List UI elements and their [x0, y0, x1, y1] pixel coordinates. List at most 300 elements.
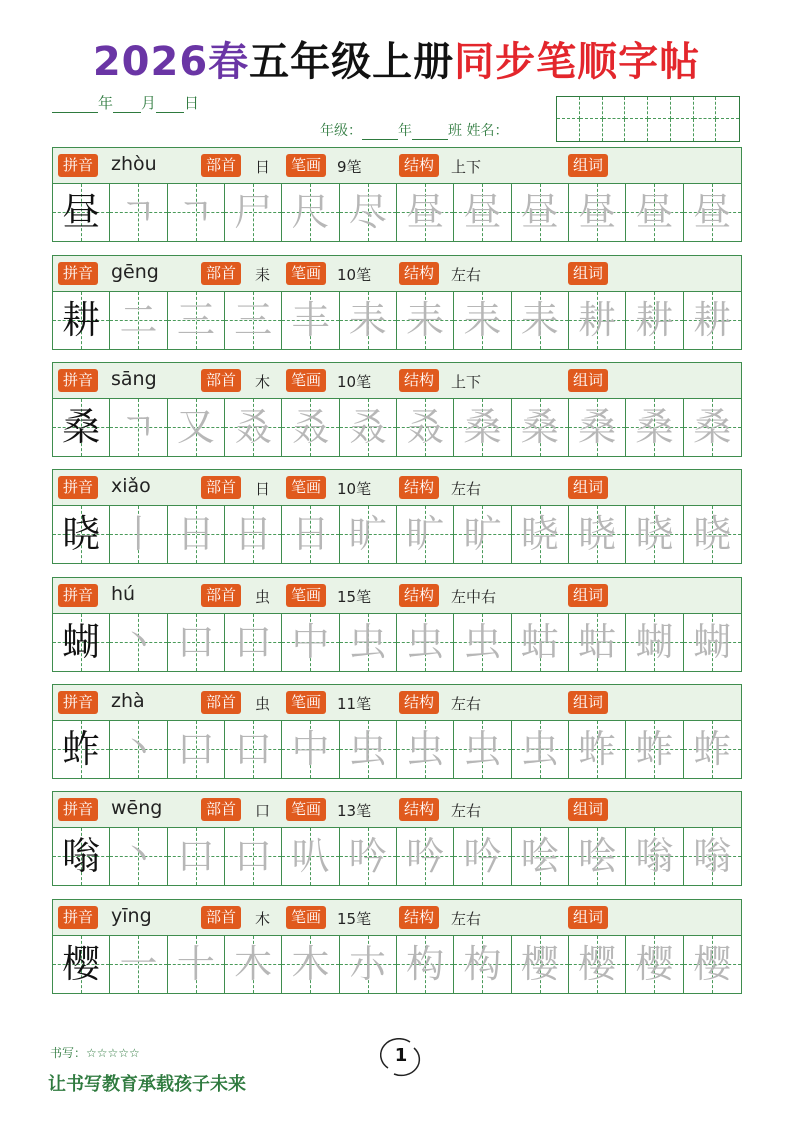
trace-cell[interactable]	[512, 506, 569, 563]
trace-character: 嗡	[635, 834, 674, 878]
trace-character: 旷	[463, 512, 502, 556]
trace-character: 嗡	[693, 834, 732, 878]
rating-label: 书写：	[50, 1046, 87, 1060]
structure-tag: 结构	[399, 798, 439, 821]
structure-tag: 结构	[399, 584, 439, 607]
trace-cell[interactable]	[282, 184, 339, 241]
trace-character: 吟	[406, 834, 445, 878]
trace-cell[interactable]	[340, 184, 397, 241]
trace-cell[interactable]	[397, 614, 454, 671]
radical-tag: 部首	[201, 154, 241, 177]
character-block	[52, 362, 742, 460]
info-header	[52, 362, 742, 399]
trace-cell[interactable]	[340, 828, 397, 885]
rating-line	[50, 1044, 140, 1061]
page-number: 1	[380, 1038, 422, 1078]
trace-character: 桑	[463, 405, 502, 449]
trace-cell[interactable]	[110, 614, 167, 671]
structure-tag: 结构	[399, 154, 439, 177]
model-character: 蝴	[62, 620, 101, 664]
structure-tag: 结构	[399, 476, 439, 499]
trace-cell[interactable]	[569, 828, 626, 885]
trace-character: 中	[291, 620, 330, 664]
trace-cell[interactable]	[684, 184, 741, 241]
year-blank[interactable]	[52, 98, 98, 113]
month-blank[interactable]	[113, 98, 141, 113]
strokes-tag: 笔画	[286, 906, 326, 929]
model-character: 樱	[62, 942, 101, 986]
class-label: 班	[448, 123, 462, 139]
trace-cell[interactable]	[684, 721, 741, 778]
trace-character: 口	[176, 834, 215, 878]
structure-tag: 结构	[399, 691, 439, 714]
trace-cell[interactable]	[397, 292, 454, 349]
trace-cell[interactable]	[168, 399, 225, 456]
trace-character: 丶	[119, 620, 158, 664]
info-header	[52, 255, 742, 292]
trace-cell[interactable]	[168, 184, 225, 241]
trace-cell[interactable]	[110, 292, 167, 349]
trace-cell[interactable]	[569, 399, 626, 456]
trace-character: 晓	[635, 512, 674, 556]
trace-character: ㄱ	[120, 405, 157, 449]
trace-cell[interactable]	[225, 721, 282, 778]
trace-cell[interactable]	[569, 721, 626, 778]
strokes-tag: 笔画	[286, 154, 326, 177]
trace-cell[interactable]	[225, 828, 282, 885]
trace-character: 桑	[693, 405, 732, 449]
pinyin-value: wēng	[111, 797, 163, 819]
day-blank[interactable]	[156, 98, 184, 113]
strokes-value: 10笔	[337, 266, 372, 284]
trace-character: 叒	[406, 405, 445, 449]
trace-character: 昼	[635, 190, 674, 234]
trace-cell[interactable]	[569, 506, 626, 563]
practice-grid	[52, 614, 742, 672]
radical-tag: 部首	[201, 369, 241, 392]
radical-value: 虫	[255, 695, 271, 713]
trace-character: 丰	[291, 298, 330, 342]
strokes-value: 13笔	[337, 802, 372, 820]
trace-character: 樱	[520, 942, 559, 986]
pinyin-value: zhà	[111, 690, 145, 712]
trace-character: 口	[176, 620, 215, 664]
practice-grid	[52, 936, 742, 994]
trace-character: 叒	[291, 405, 330, 449]
radical-value: 口	[255, 802, 271, 820]
model-cell	[53, 828, 110, 885]
trace-cell[interactable]	[512, 936, 569, 993]
trace-character: 晓	[520, 512, 559, 556]
pinyin-value: hú	[111, 583, 136, 605]
structure-value: 上下	[451, 373, 482, 391]
model-cell	[53, 506, 110, 563]
trace-character: 晓	[578, 512, 617, 556]
trace-character: 哙	[520, 834, 559, 878]
trace-character: 三	[176, 298, 215, 342]
trace-cell[interactable]	[512, 614, 569, 671]
info-header	[52, 899, 742, 936]
rating-stars[interactable]: ☆☆☆☆☆	[86, 1046, 140, 1060]
trace-cell[interactable]	[168, 828, 225, 885]
trace-cell[interactable]	[454, 828, 511, 885]
structure-value: 左右	[451, 266, 482, 284]
trace-character: ㄱ	[177, 190, 215, 234]
words-tag: 组词	[568, 476, 608, 499]
trace-cell[interactable]	[340, 399, 397, 456]
trace-cell[interactable]	[397, 828, 454, 885]
trace-character: 日	[176, 512, 215, 556]
trace-character: 二	[119, 298, 158, 342]
trace-character: 十	[176, 942, 215, 986]
info-header	[52, 791, 742, 828]
trace-cell[interactable]	[569, 936, 626, 993]
date-line	[52, 92, 199, 113]
radical-tag: 部首	[201, 584, 241, 607]
pinyin-value: gēng	[111, 261, 159, 283]
trace-cell[interactable]	[110, 399, 167, 456]
trace-cell[interactable]	[626, 399, 683, 456]
trace-cell[interactable]	[340, 292, 397, 349]
date-day-label: 日	[184, 94, 200, 112]
trace-character: 蚱	[578, 727, 617, 771]
pinyin-value: yīng	[111, 905, 152, 927]
practice-grid	[52, 506, 742, 564]
trace-character: 蚱	[635, 727, 674, 771]
trace-cell[interactable]	[282, 936, 339, 993]
trace-character: 木	[234, 942, 273, 986]
trace-cell[interactable]	[397, 721, 454, 778]
trace-cell[interactable]	[282, 292, 339, 349]
model-cell	[53, 936, 110, 993]
trace-character: 耕	[635, 298, 674, 342]
info-header	[52, 577, 742, 614]
trace-cell[interactable]	[282, 399, 339, 456]
trace-cell[interactable]	[282, 506, 339, 563]
practice-grid	[52, 828, 742, 886]
model-cell	[53, 399, 110, 456]
trace-character: 哙	[578, 834, 617, 878]
trace-cell[interactable]	[626, 614, 683, 671]
trace-character: 丶	[119, 834, 158, 878]
pinyin-tag: 拼音	[58, 262, 98, 285]
trace-character: 昼	[520, 190, 559, 234]
practice-grid	[52, 399, 742, 457]
trace-character: 一	[119, 942, 158, 986]
trace-character: 虫	[463, 727, 502, 771]
strokes-value: 10笔	[337, 373, 372, 391]
trace-character: 虫	[348, 620, 387, 664]
trace-cell[interactable]	[225, 184, 282, 241]
trace-cell[interactable]	[168, 292, 225, 349]
trace-cell[interactable]	[225, 399, 282, 456]
trace-cell[interactable]	[168, 936, 225, 993]
trace-character: 口	[234, 620, 273, 664]
trace-character: 口	[176, 727, 215, 771]
trace-cell[interactable]	[225, 506, 282, 563]
structure-value: 左右	[451, 695, 482, 713]
structure-tag: 结构	[399, 369, 439, 392]
character-block	[52, 684, 742, 782]
trace-character: 桑	[520, 405, 559, 449]
trace-cell[interactable]	[110, 184, 167, 241]
trace-character: 昼	[463, 190, 502, 234]
character-block	[52, 899, 742, 997]
trace-character: 尸	[234, 190, 273, 234]
trace-character: 耒	[463, 298, 502, 342]
model-character: 蚱	[62, 727, 101, 771]
pinyin-tag: 拼音	[58, 369, 98, 392]
words-tag: 组词	[568, 369, 608, 392]
trace-character: 桑	[578, 405, 617, 449]
trace-cell[interactable]	[626, 506, 683, 563]
radical-value: 耒	[255, 266, 271, 284]
trace-cell[interactable]	[684, 292, 741, 349]
pinyin-tag: 拼音	[58, 906, 98, 929]
info-header	[52, 469, 742, 506]
trace-cell[interactable]	[340, 506, 397, 563]
class-line	[320, 120, 508, 140]
trace-cell[interactable]	[512, 292, 569, 349]
trace-cell[interactable]	[684, 399, 741, 456]
trace-character: 樱	[693, 942, 732, 986]
pinyin-tag: 拼音	[58, 798, 98, 821]
trace-character: 蛄	[520, 620, 559, 664]
trace-character: 昼	[406, 190, 445, 234]
strokes-tag: 笔画	[286, 691, 326, 714]
pinyin-tag: 拼音	[58, 154, 98, 177]
strokes-value: 15笔	[337, 588, 372, 606]
trace-cell[interactable]	[397, 184, 454, 241]
trace-cell[interactable]	[626, 184, 683, 241]
trace-cell[interactable]	[569, 292, 626, 349]
trace-character: 又	[176, 405, 215, 449]
model-character: 耕	[62, 298, 101, 342]
trace-cell[interactable]	[110, 721, 167, 778]
radical-value: 虫	[255, 588, 271, 606]
trace-cell[interactable]	[110, 506, 167, 563]
structure-value: 左右	[451, 802, 482, 820]
structure-value: 左右	[451, 910, 482, 928]
title-subject: 同步笔顺字帖	[454, 39, 701, 85]
trace-cell[interactable]	[282, 614, 339, 671]
trace-cell[interactable]	[512, 184, 569, 241]
trace-character: 尽	[348, 190, 387, 234]
trace-cell[interactable]	[110, 828, 167, 885]
model-character: 昼	[62, 190, 101, 234]
model-character: 嗡	[62, 834, 101, 878]
trace-cell[interactable]	[397, 936, 454, 993]
trace-cell[interactable]	[340, 721, 397, 778]
character-block	[52, 791, 742, 889]
trace-character: 叭	[291, 834, 330, 878]
trace-character: 耕	[693, 298, 732, 342]
words-tag: 组词	[568, 906, 608, 929]
trace-cell[interactable]	[512, 399, 569, 456]
trace-cell[interactable]	[225, 614, 282, 671]
class-blank[interactable]	[412, 126, 448, 140]
name-label: 姓名：	[466, 123, 509, 139]
trace-character: 昼	[693, 190, 732, 234]
trace-cell[interactable]	[626, 292, 683, 349]
trace-character: 虫	[463, 620, 502, 664]
strokes-value: 15笔	[337, 910, 372, 928]
radical-tag: 部首	[201, 262, 241, 285]
page-title	[0, 30, 793, 87]
model-cell	[53, 184, 110, 241]
title-grade: 五年级上册	[249, 39, 455, 85]
trace-character: 虫	[406, 727, 445, 771]
info-header	[52, 684, 742, 721]
model-cell	[53, 292, 110, 349]
strokes-value: 11笔	[337, 695, 372, 713]
radical-tag: 部首	[201, 906, 241, 929]
trace-cell[interactable]	[340, 936, 397, 993]
trace-cell[interactable]	[225, 292, 282, 349]
trace-character: 蚱	[693, 727, 732, 771]
trace-character: 丶	[119, 727, 158, 771]
pinyin-tag: 拼音	[58, 584, 98, 607]
trace-character: 桑	[635, 405, 674, 449]
trace-cell[interactable]	[569, 614, 626, 671]
trace-character: 耒	[406, 298, 445, 342]
trace-character: 三	[234, 298, 273, 342]
title-year: 2026春	[92, 39, 250, 85]
pinyin-value: xiǎo	[111, 475, 151, 497]
radical-tag: 部首	[201, 691, 241, 714]
trace-character: 虫	[520, 727, 559, 771]
trace-character: 吟	[348, 834, 387, 878]
trace-character: ㄱ	[120, 190, 157, 234]
strokes-tag: 笔画	[286, 262, 326, 285]
trace-character: 耒	[348, 298, 387, 342]
practice-grid	[52, 292, 742, 350]
trace-character: 樱	[578, 942, 617, 986]
radical-value: 木	[255, 910, 271, 928]
trace-cell[interactable]	[569, 184, 626, 241]
practice-grid	[52, 721, 742, 779]
radical-value: 木	[255, 373, 271, 391]
trace-character: 旷	[406, 512, 445, 556]
words-tag: 组词	[568, 691, 608, 714]
pinyin-value: sāng	[111, 368, 157, 390]
trace-character: 蝴	[693, 620, 732, 664]
trace-character: 木	[291, 942, 330, 986]
trace-cell[interactable]	[626, 936, 683, 993]
trace-character: 蝴	[635, 620, 674, 664]
trace-cell[interactable]	[397, 399, 454, 456]
trace-cell[interactable]	[626, 721, 683, 778]
trace-cell[interactable]	[454, 184, 511, 241]
trace-character: 丨	[119, 512, 158, 556]
trace-cell[interactable]	[454, 721, 511, 778]
trace-cell[interactable]	[282, 828, 339, 885]
trace-cell[interactable]	[454, 292, 511, 349]
strokes-tag: 笔画	[286, 584, 326, 607]
info-header	[52, 147, 742, 184]
trace-character: 晓	[693, 512, 732, 556]
trace-cell[interactable]	[684, 614, 741, 671]
grade-year-label: 年	[398, 123, 412, 139]
strokes-tag: 笔画	[286, 476, 326, 499]
words-tag: 组词	[568, 262, 608, 285]
strokes-tag: 笔画	[286, 369, 326, 392]
trace-character: 构	[406, 942, 445, 986]
trace-character: 虫	[406, 620, 445, 664]
trace-cell[interactable]	[684, 828, 741, 885]
trace-cell[interactable]	[684, 936, 741, 993]
trace-character: 口	[234, 727, 273, 771]
structure-tag: 结构	[399, 906, 439, 929]
trace-cell[interactable]	[168, 614, 225, 671]
trace-character: 叒	[234, 405, 273, 449]
pinyin-tag: 拼音	[58, 691, 98, 714]
trace-cell[interactable]	[454, 936, 511, 993]
structure-value: 左右	[451, 480, 482, 498]
grade-blank[interactable]	[362, 126, 398, 140]
trace-cell[interactable]	[225, 936, 282, 993]
trace-character: 耕	[578, 298, 617, 342]
trace-character: 蛄	[578, 620, 617, 664]
trace-character: 耒	[520, 298, 559, 342]
trace-cell[interactable]	[397, 506, 454, 563]
slogan: 让书写教育承载孩子未来	[48, 1074, 246, 1095]
radical-value: 日	[255, 158, 271, 176]
trace-character: 昼	[578, 190, 617, 234]
name-grid[interactable]	[556, 96, 740, 142]
character-block	[52, 469, 742, 567]
trace-character: 日	[291, 512, 330, 556]
grade-label: 年级：	[320, 123, 362, 139]
trace-cell[interactable]	[168, 506, 225, 563]
trace-cell[interactable]	[168, 721, 225, 778]
trace-cell[interactable]	[454, 506, 511, 563]
model-cell	[53, 614, 110, 671]
pinyin-value: zhòu	[111, 153, 157, 175]
structure-value: 左中右	[451, 588, 497, 606]
trace-character: 尺	[291, 190, 330, 234]
strokes-value: 10笔	[337, 480, 372, 498]
structure-tag: 结构	[399, 262, 439, 285]
words-tag: 组词	[568, 154, 608, 177]
trace-character: 旷	[348, 512, 387, 556]
trace-cell[interactable]	[282, 721, 339, 778]
words-tag: 组词	[568, 798, 608, 821]
character-block	[52, 577, 742, 675]
trace-cell[interactable]	[340, 614, 397, 671]
model-cell	[53, 721, 110, 778]
character-block	[52, 147, 742, 245]
model-character: 晓	[62, 512, 101, 556]
radical-value: 日	[255, 480, 271, 498]
pinyin-tag: 拼音	[58, 476, 98, 499]
trace-cell[interactable]	[626, 828, 683, 885]
trace-character: 中	[291, 727, 330, 771]
trace-cell[interactable]	[110, 936, 167, 993]
trace-character: 构	[463, 942, 502, 986]
trace-character: 日	[234, 512, 273, 556]
radical-tag: 部首	[201, 798, 241, 821]
trace-cell[interactable]	[684, 506, 741, 563]
trace-cell[interactable]	[512, 828, 569, 885]
trace-character: 吟	[463, 834, 502, 878]
trace-cell[interactable]	[512, 721, 569, 778]
trace-cell[interactable]	[454, 399, 511, 456]
strokes-tag: 笔画	[286, 798, 326, 821]
model-character: 桑	[62, 405, 101, 449]
date-year-label: 年	[98, 94, 114, 112]
trace-cell[interactable]	[454, 614, 511, 671]
